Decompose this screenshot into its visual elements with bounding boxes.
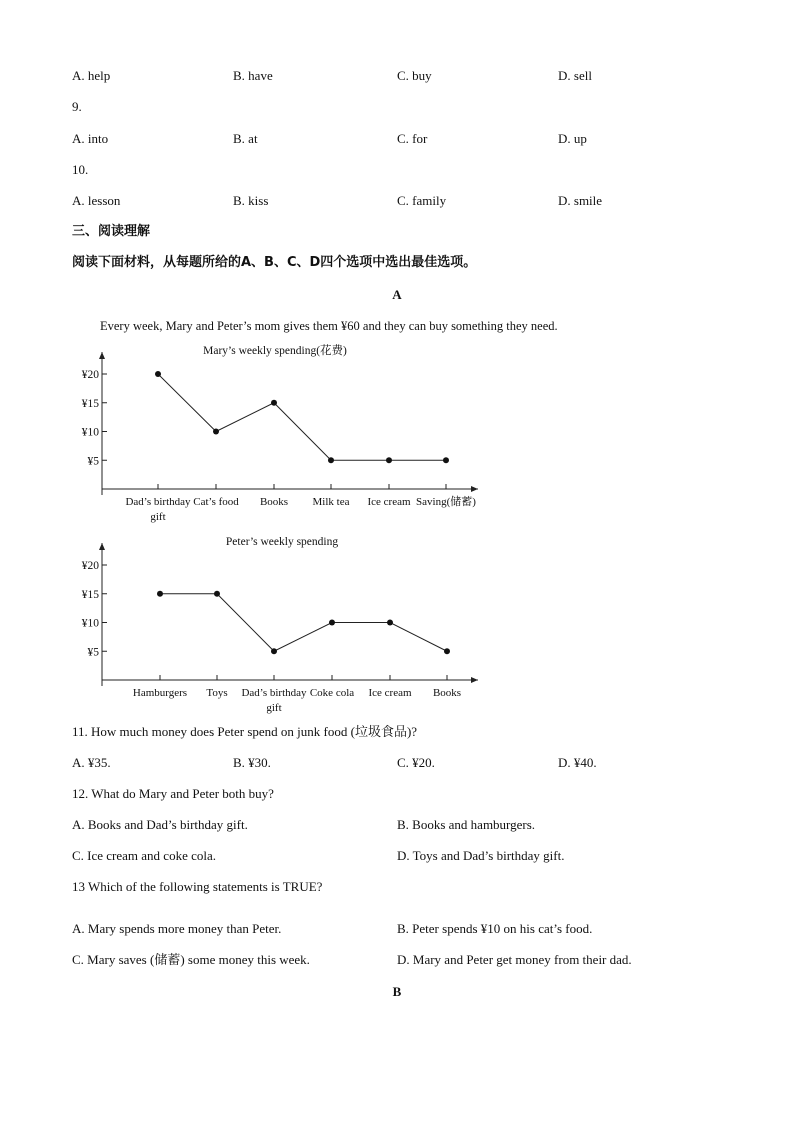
peter-y-tick-label: ¥20 bbox=[81, 560, 99, 572]
mary-y-tick-label: ¥5 bbox=[87, 455, 99, 468]
peter-x-tick-label: Toys bbox=[206, 687, 228, 699]
q12-options-row1 bbox=[0, 816, 794, 834]
mary-x-tick-label: Saving(储蓄) bbox=[416, 496, 476, 508]
q13-option-b[interactable]: B. Peter spends ¥10 on his cat’s food. bbox=[397, 921, 593, 936]
mary-x-tick-label: Milk tea bbox=[312, 496, 350, 508]
section-title: 三、阅读理解 bbox=[72, 224, 151, 239]
q11-options bbox=[0, 754, 794, 772]
peter-data-point bbox=[157, 591, 163, 597]
peter-data-point bbox=[387, 620, 393, 626]
q11-option-c[interactable]: C. ¥20. bbox=[397, 755, 435, 770]
passage-a-label: A bbox=[392, 287, 402, 302]
q12-option-d[interactable]: D. Toys and Dad’s birthday gift. bbox=[397, 848, 565, 863]
mary-y-tick-label: ¥10 bbox=[81, 426, 99, 439]
q9-number: 9. bbox=[72, 99, 82, 114]
mary-x-tick-label: gift bbox=[150, 511, 166, 523]
q8-option-c[interactable]: C. buy bbox=[397, 68, 432, 83]
q8-option-b[interactable]: B. have bbox=[233, 68, 273, 83]
q10-option-b[interactable]: B. kiss bbox=[233, 193, 269, 208]
mary-x-tick-label: Cat’s food bbox=[193, 496, 239, 508]
q11-stem-line bbox=[0, 723, 794, 741]
q13-options-row2 bbox=[0, 951, 794, 969]
peter-series-line bbox=[160, 594, 447, 652]
passage-b-label: B bbox=[392, 984, 402, 999]
q13-option-a[interactable]: A. Mary spends more money than Peter. bbox=[72, 921, 282, 936]
q12-stem-line bbox=[0, 785, 794, 803]
q12-option-b[interactable]: B. Books and hamburgers. bbox=[397, 817, 536, 832]
peter-data-point bbox=[329, 620, 335, 626]
peter-x-tick-label: Books bbox=[432, 687, 462, 699]
peter-data-point bbox=[214, 591, 220, 597]
q10-option-d[interactable]: D. smile bbox=[558, 193, 603, 208]
mary-y-tick-label: ¥15 bbox=[81, 397, 99, 410]
q12-option-a[interactable]: A. Books and Dad’s birthday gift. bbox=[72, 817, 248, 832]
peter-x-tick-label: Coke cola bbox=[309, 687, 355, 699]
q13-stem-line bbox=[0, 878, 794, 896]
q9-option-a[interactable]: A. into bbox=[72, 131, 109, 146]
q12-option-c[interactable]: C. Ice cream and coke cola. bbox=[72, 848, 217, 863]
q11-stem: 11. How much money does Peter spend on junk food (垃圾食品)? bbox=[72, 724, 418, 739]
q12-stem: 12. What do Mary and Peter both buy? bbox=[72, 786, 274, 801]
q13-option-d[interactable]: D. Mary and Peter get money from their dad. bbox=[397, 952, 632, 967]
q11-option-b[interactable]: B. ¥30. bbox=[233, 755, 271, 770]
q10-number: 10. bbox=[72, 162, 89, 177]
q9-option-c[interactable]: C. for bbox=[397, 131, 428, 146]
q13-stem: 13 Which of the following statements is TRUE? bbox=[72, 879, 323, 894]
peter-x-tick-label: Ice cream bbox=[368, 687, 412, 699]
section-instruction: 阅读下面材料，从每题所给的A、B、C、D四个选项中选出最佳选项。 bbox=[72, 255, 477, 270]
peter-chart-title: Peter’s weekly spending bbox=[225, 536, 339, 548]
q13-option-c[interactable]: C. Mary saves (储蓄) some money this week. bbox=[72, 952, 310, 967]
peter-x-tick-label: gift bbox=[266, 702, 282, 714]
q13-options-row1 bbox=[0, 920, 794, 938]
peter-y-tick-label: ¥5 bbox=[87, 646, 99, 659]
q11-option-d[interactable]: D. ¥40. bbox=[558, 755, 597, 770]
peter-x-axis-arrow bbox=[471, 677, 478, 683]
mary-x-tick-label: Dad’s birthday bbox=[125, 496, 191, 508]
peter-y-axis-arrow bbox=[99, 543, 105, 550]
q10-option-c[interactable]: C. family bbox=[397, 193, 447, 208]
q9-option-b[interactable]: B. at bbox=[233, 131, 258, 146]
q8-option-a[interactable]: A. help bbox=[72, 68, 111, 83]
q9-option-d[interactable]: D. up bbox=[558, 131, 587, 146]
peter-data-point bbox=[271, 648, 277, 654]
peter-x-tick-label: Hamburgers bbox=[132, 687, 188, 699]
mary-y-tick-label: ¥20 bbox=[81, 369, 99, 381]
peter-y-tick-label: ¥10 bbox=[81, 617, 99, 630]
mary-x-tick-label: Ice cream bbox=[367, 496, 411, 508]
q10-option-a[interactable]: A. lesson bbox=[72, 193, 121, 208]
peter-y-tick-label: ¥15 bbox=[81, 588, 99, 601]
q12-options-row2 bbox=[0, 847, 794, 865]
q11-option-a[interactable]: A. ¥35. bbox=[72, 755, 111, 770]
peter-x-tick-label: Dad’s birthday bbox=[241, 687, 307, 699]
mary-x-tick-label: Books bbox=[259, 496, 289, 508]
mary-chart-title: Mary’s weekly spending(花费) bbox=[203, 345, 347, 357]
peter-data-point bbox=[444, 648, 450, 654]
intro-text: Every week, Mary and Peter’s mom gives them ¥60 and they can buy something they need. bbox=[100, 319, 558, 333]
q8-option-d[interactable]: D. sell bbox=[558, 68, 592, 83]
